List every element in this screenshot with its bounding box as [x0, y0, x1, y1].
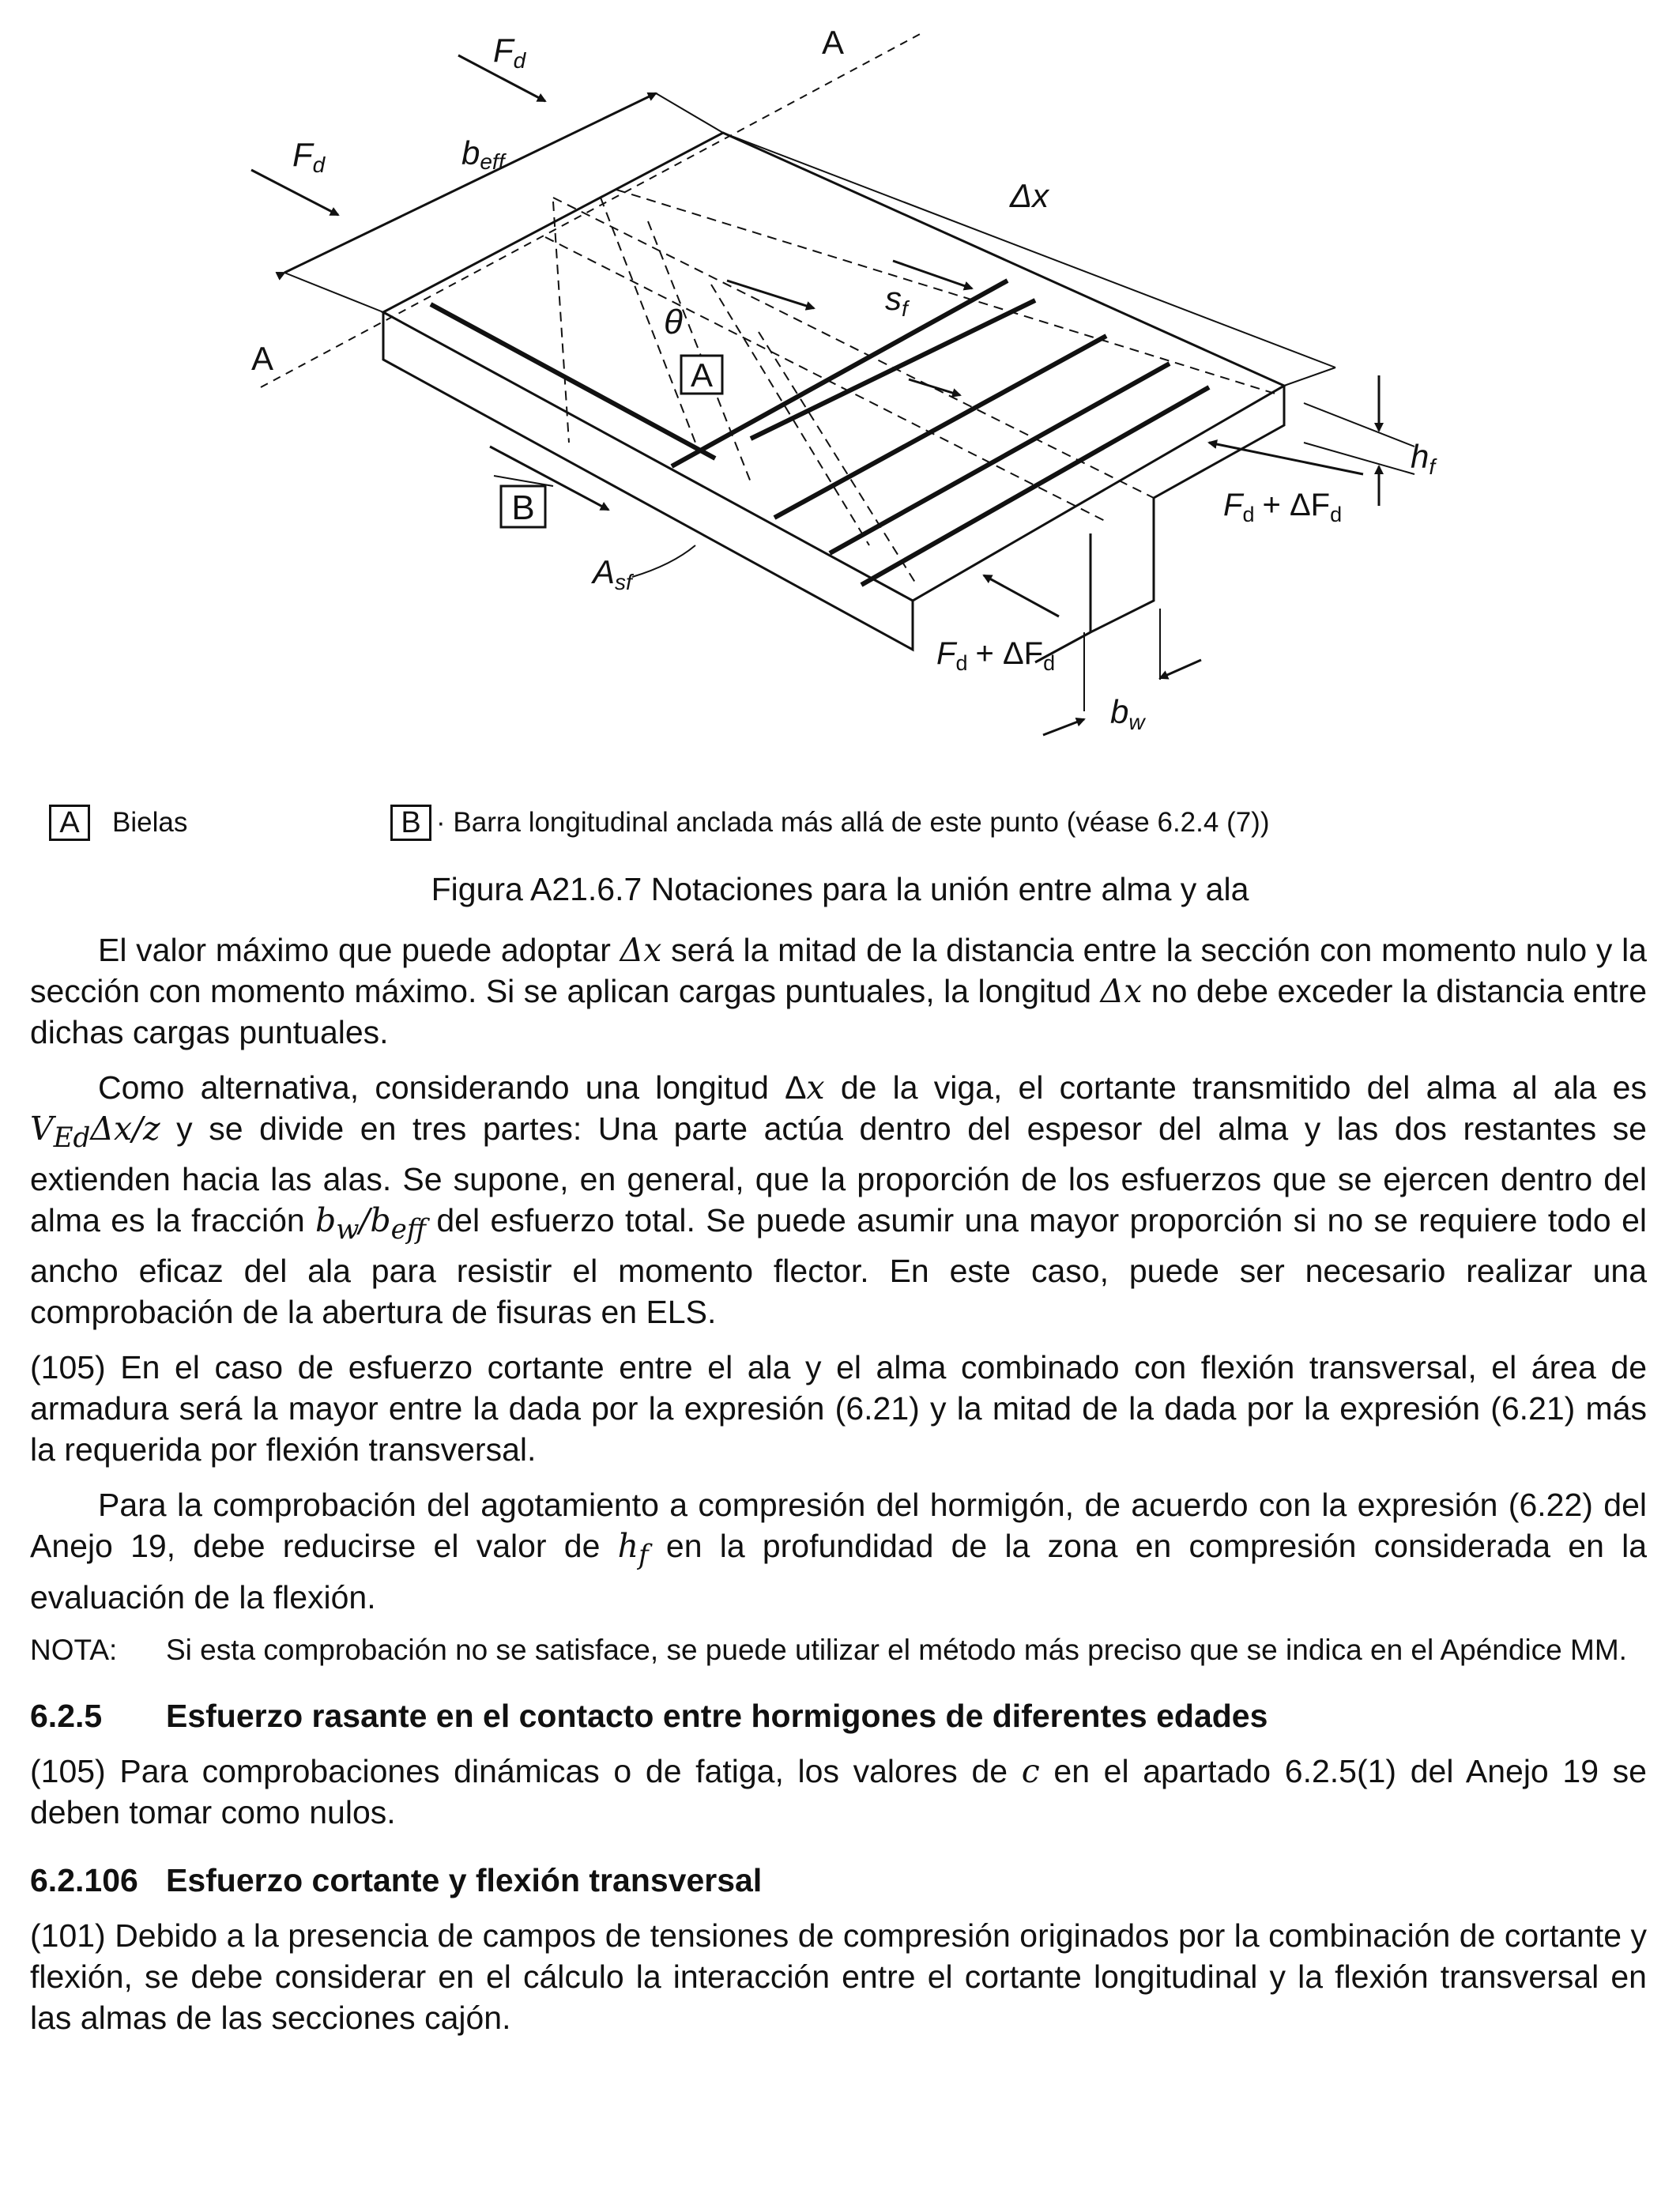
hf-label: hf: [1411, 438, 1436, 479]
theta-label: θ: [664, 303, 683, 341]
section-heading-6-2-106: 6.2.106 Esfuerzo cortante y flexión transversal: [30, 1861, 763, 1898]
paragraph-105-transverse: (105) En el caso de esfuerzo cortante entre el ala y el alma combinado con flexión transversal, el área de armadura será la mayor entre la dada por la expresión (6.21) y la mitad de la dada por la expresión (6.21) más la requerida por flexión transversal.: [30, 1349, 1647, 1468]
paragraph-dx-limit: El valor máximo que puede adoptar Δx será la mitad de la distancia entre la sección con momento nulo y la sección con momento máximo. Si se aplican cargas puntuales, la longitud Δx no debe exceder la distancia entre dichas cargas puntuales.: [30, 931, 1647, 1050]
figure-caption: Figura A21.6.7 Notaciones para la unión entre alma y ala: [431, 871, 1249, 907]
paragraph-shear-distribution: Como alternativa, considerando una longitud Δx de la viga, el cortante transmitido del alma al ala es $V_{Ed}\Delta x/z$ y se divide en tres partes: Una parte actúa dentro del espesor del alma y las dos restantes se extienden hacia las alas. Se supone, en general, que la proporción de los esfuerzos que se ejercen dentro del alma es la fracción $b_w/b_{eff}$ del esfuerzo total. Se puede asumir una mayor proporción si no se requiere todo el ancho eficaz del ala para resistir el momento flector. En este caso, puede ser necesario realizar una comprobación de la abertura de fisuras en ELS.: [30, 1069, 1647, 1331]
dx-label: Δx: [1010, 177, 1049, 214]
note-label: NOTA:: [30, 1633, 118, 1666]
section-a-top-label: A: [822, 24, 845, 61]
section-a-left-label: A: [251, 340, 274, 377]
asf-label: Asf: [593, 553, 632, 594]
beff-label: beff: [461, 134, 505, 174]
fd-left-label: Fd: [292, 136, 326, 177]
fd-dfd-right-label: $F_d + \Delta F_d$: [1223, 488, 1343, 526]
paragraph-105-fatigue: (105) Para comprobaciones dinámicas o de fatiga, los valores de c en el apartado 6.2.5(1) del Anejo 19 se deben tomar como nulos.: [30, 1751, 1647, 1830]
web-flange-joint-figure: [0, 0, 1680, 790]
note-block: [30, 1632, 1647, 1668]
legend-a-box: A: [49, 805, 90, 841]
box-a-label: A: [690, 356, 714, 394]
legend-b-box: B: [390, 805, 431, 841]
flange-top-face: [383, 133, 1284, 601]
flange-right-edge: [1154, 386, 1284, 498]
sf-label: sf: [885, 280, 908, 321]
flange-front-edge: [383, 312, 913, 650]
body-text: [30, 929, 1647, 2038]
paragraph-concrete-check: Para la comprobación del agotamiento a compresión del hormigón, de acuerdo con la expresión (6.22) del Anejo 19, debe reducirse el valor de $h_f$ en la profundidad de la zona en compresión considerada en la evaluación de la flexión.: [30, 1487, 1647, 1615]
note-text: Si esta comprobación no se satisface, se puede utilizar el método más preciso que se indica en el Apéndice MM.: [166, 1633, 1627, 1666]
section-heading-6-2-5: 6.2.5 Esfuerzo rasante en el contacto entre hormigones de diferentes edades: [30, 1697, 1268, 1734]
bw-label: bw: [1110, 693, 1145, 734]
figure-legend: [49, 805, 1270, 841]
legend-b-text: · Barra longitudinal anclada más allá de este punto (véase 6.2.4 (7)): [436, 807, 1270, 838]
fd-top-label: Fd: [493, 32, 526, 73]
web-outline: [1035, 498, 1154, 662]
paragraph-101-box-sections: (101) Debido a la presencia de campos de tensiones de compresión originados por la combinación de cortante y flexión, se debe considerar en el cálculo la interacción entre el cortante longitudinal y la flexión transversal en las almas de las secciones cajón.: [30, 1917, 1647, 2036]
legend-a-text: Bielas: [112, 807, 188, 838]
fd-dfd-bottom-label: $F_d + \Delta F_d$: [936, 636, 1056, 675]
box-b-label: B: [511, 488, 535, 527]
